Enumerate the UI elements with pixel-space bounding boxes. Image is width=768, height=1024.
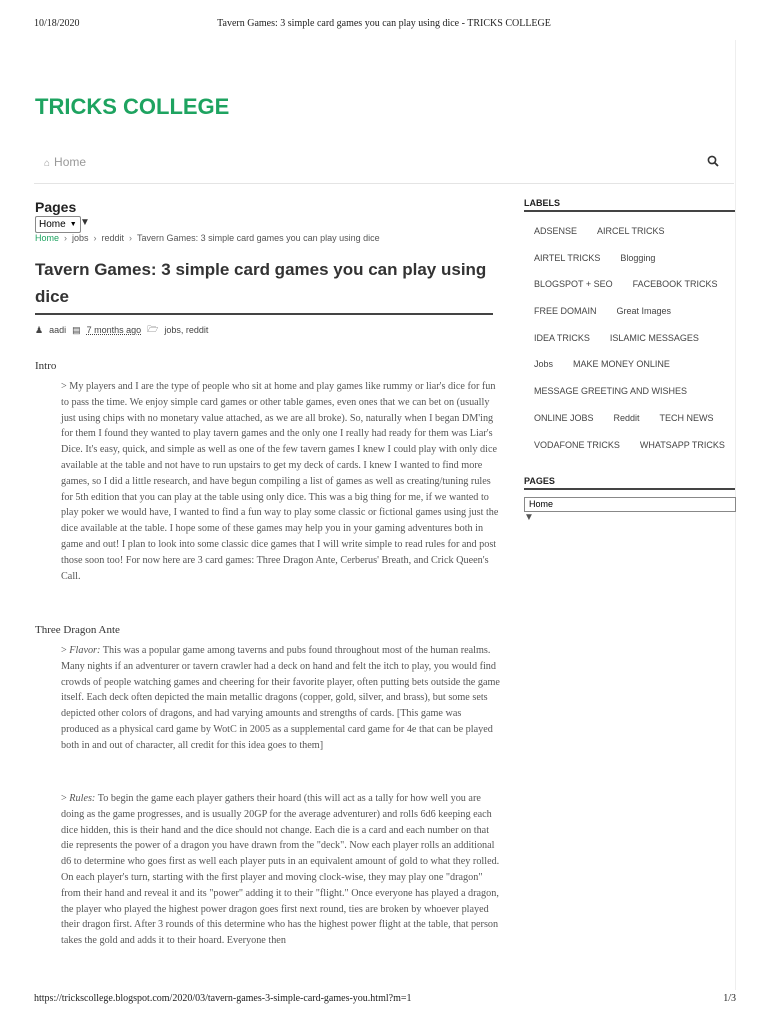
post-meta [35, 322, 214, 338]
site-brand[interactable]: TRICKS COLLEGE [35, 94, 230, 119]
intro-paragraph [61, 379, 501, 584]
home-icon: ⌂ [44, 158, 51, 169]
chevron-right-icon: › [129, 233, 133, 243]
label-link[interactable]: Blogging [620, 252, 656, 263]
post-time: 7 months ago [86, 325, 142, 335]
rules-paragraph [61, 791, 501, 981]
label-link[interactable]: BLOGSPOT + SEO [534, 279, 613, 290]
label-link[interactable]: ONLINE JOBS [534, 412, 594, 423]
breadcrumb [35, 233, 380, 243]
search-icon[interactable] [707, 155, 719, 167]
label-link[interactable]: AIRCEL TRICKS [597, 226, 665, 236]
post-author[interactable]: aadi [49, 325, 67, 335]
flavor-label: Flavor: [69, 645, 101, 656]
pages-widget-title: Pages [35, 199, 77, 215]
dropdown-arrow-icon: ▼ [524, 512, 534, 523]
print-url: https://trickscollege.blogspot.com/2020/03/tavern-games-3-simple-card-games-you.html?m=1 [34, 993, 412, 1004]
label-link[interactable]: VODAFONE TRICKS [534, 439, 620, 450]
breadcrumb-home[interactable]: Home [35, 233, 60, 243]
flavor-text: This was a popular game among taverns and pubs found throughout most of the human realms. Many nights if an adventurer or tavern crawler had a deck on hand and felt the itch to play, you would find crowds of people watching games and cheering for their favorite player, often putting bets outside the game itself. Each deck often depicted the main metallic dragons (copper, gold, silver, and brass), but some sets depicted other colors of dragons, and had varying amounts and strengths of cards. [This game was produced as a physical card game by WotC in 2005 as a supplemental card game for 4e that can be played both in and out of character, all credit for this idea goes to them] [61, 645, 500, 751]
pages-select[interactable] [35, 216, 81, 233]
label-link[interactable]: Jobs [534, 359, 554, 370]
labels-list [524, 218, 739, 458]
label-link[interactable]: MAKE MONEY ONLINE [573, 359, 670, 370]
label-link[interactable]: FACEBOOK TRICKS [632, 279, 718, 290]
flavor-paragraph [61, 643, 501, 754]
pages-select-value: Home [39, 219, 66, 230]
nav-home-link[interactable] [44, 155, 86, 169]
label-link[interactable]: FREE DOMAIN [534, 306, 597, 317]
print-title: Tavern Games: 3 simple card games you can play using dice - TRICKS COLLEGE [217, 18, 551, 29]
dropdown-arrow-icon: ▼ [80, 217, 90, 228]
pages-sidebar-divider [524, 488, 735, 490]
pages-sidebar-title: PAGES [524, 476, 555, 486]
calendar-icon: ▤ [72, 324, 81, 335]
chevron-right-icon: > [61, 381, 70, 392]
chevron-right-icon: › [93, 233, 97, 243]
chevron-right-icon: > [61, 645, 70, 656]
labels-divider [524, 210, 735, 212]
labels-title: LABELS [524, 198, 560, 208]
label-link[interactable]: Great Images [616, 306, 672, 317]
label-link[interactable]: ISLAMIC MESSAGES [609, 332, 699, 343]
nav-home-label: Home [54, 155, 87, 169]
chevron-right-icon: > [61, 793, 70, 804]
label-link[interactable]: Reddit [613, 412, 640, 423]
user-icon: ♟ [35, 324, 44, 335]
print-page-number: 1/3 [723, 993, 736, 1004]
pages-sidebar-select[interactable]: Home [524, 497, 736, 512]
rules-text: To begin the game each player gathers their hoard (this will act as a tally for how well you are doing as the game progresses, and is usually 20GP for the average adventurer) and rolls 6d6 keeping each dice hidden, this is their hand and the dice should not change. Each die is a card and each number on that die represents the power of a dragon you have drawn from the "deck". Now each player rolls an additional d6 to determine who goes first as well each player puts in an equivalent amount of gold to what they rolled. On each player's turn, starting with the first player and moving clock-wise, they may play one "dragon" from their hand and reveal it and its "power" adding it to their "flight." Once everyone has played a dragon, the player who played the highest power dragon goes first next round, ties are broken by whoever played their dragon first. After 3 rounds of this determine who has the highest power flight at the table, that person takes the gold and adds it to their hoard. Everyone then [61, 793, 500, 947]
title-divider [35, 313, 493, 315]
breadcrumb-reddit[interactable]: reddit [101, 233, 125, 243]
intro-heading: Intro [35, 360, 57, 372]
post-labels[interactable]: jobs, reddit [164, 325, 209, 335]
label-link[interactable]: TECH NEWS [659, 412, 714, 423]
label-link[interactable]: IDEA TRICKS [534, 332, 590, 343]
folder-icon: 🗁 [147, 324, 159, 334]
nav-divider [34, 183, 734, 184]
label-link[interactable]: MESSAGE GREETING AND WISHES [534, 386, 688, 397]
post-title: Tavern Games: 3 simple card games you can play using dice [35, 260, 487, 306]
page-edge [735, 40, 736, 990]
breadcrumb-jobs[interactable]: jobs [72, 233, 89, 243]
rules-label: Rules: [69, 793, 96, 804]
label-link[interactable]: WHATSAPP TRICKS [639, 439, 725, 450]
chevron-down-icon: ▼ [69, 221, 77, 228]
chevron-right-icon: › [64, 233, 68, 243]
label-link[interactable]: ADSENSE [534, 226, 578, 236]
breadcrumb-current: Tavern Games: 3 simple card games you can play using dice [137, 233, 380, 243]
section-heading: Three Dragon Ante [35, 624, 120, 636]
label-link[interactable]: AIRTEL TRICKS [534, 252, 601, 263]
print-date: 10/18/2020 [34, 18, 80, 29]
intro-text: My players and I are the type of people who sit at home and play games like rummy or liar's dice for fun to pass the time. We enjoy simple card games or other table games, even ones that we can bet on (usually just using chips with no monetary value attached, as we are all broke). So, naturally when I began DM'ing for them I found they wanted to play tavern games and the only one I really had ready for them was Liar's Dice. It's easy, quick, and simple as well as one of the few tavern games I knew I could play with only dice available at the table and not have to run upstairs to get my deck of cards. I knew I wanted to find more games, so I did a little research, and have begun compiling a list of games as well as creating/tuning rules for 5th edition that you can play at the table using only dice. This was a big thing for me, if we wanted to play poker we would have, I wanted to find a fun way to play some classic or fictional games using just the dice available at the table. I hope some of these games may help you in your gaming adventures both in game and out! I plan to look into some classic dice games that I will write simple to read rules for and post those soon too! For now here are 3 card games: Three Dragon Ante, Cerberus' Breath, and Crick Queen's Call. [61, 381, 499, 582]
